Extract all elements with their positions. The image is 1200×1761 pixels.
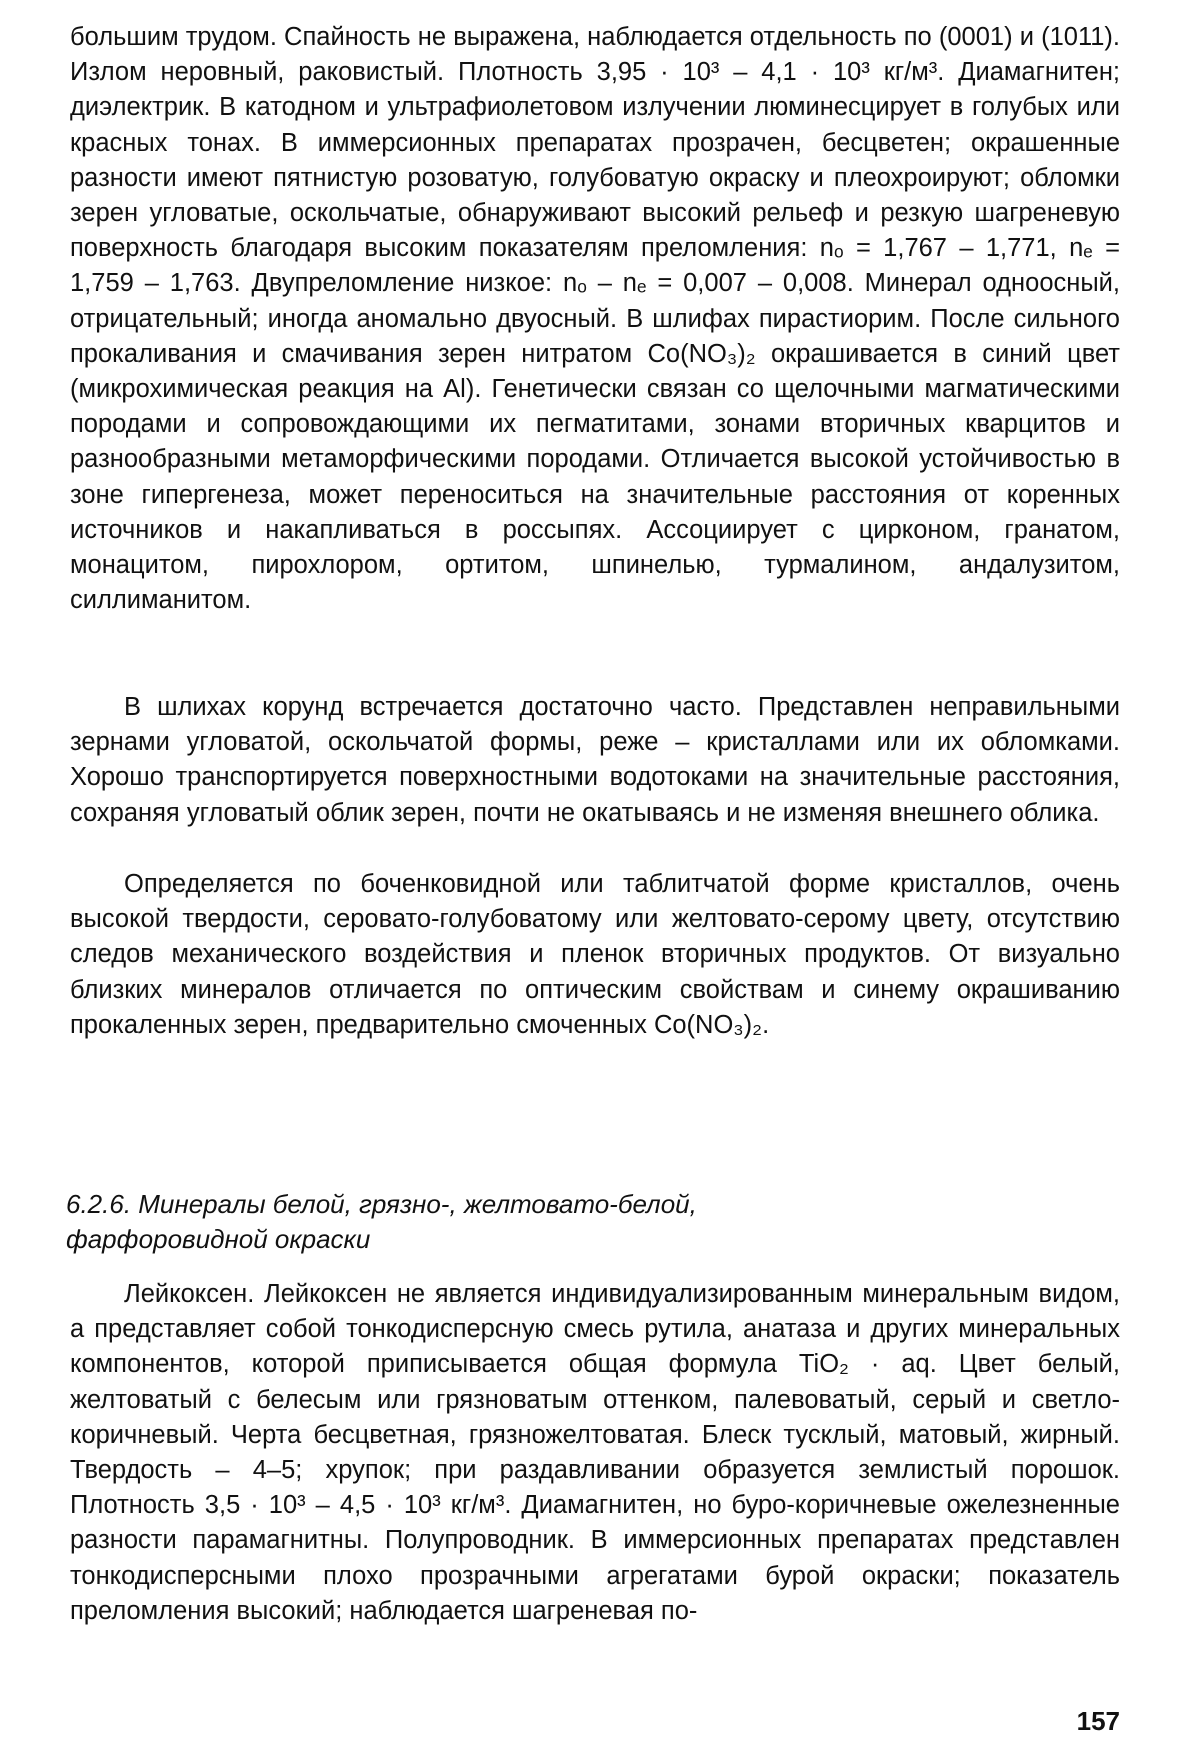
section-heading: [66, 1187, 966, 1257]
body-paragraph: [70, 690, 1120, 831]
section-heading-line: 6.2.6. Минералы белой, грязно-, желтовато-белой,: [66, 1189, 697, 1219]
body-paragraph: [70, 20, 1120, 618]
paragraph-text: Определяется по боченковидной или таблитчатой форме кристаллов, очень высокой твердости, серовато-голубоватому или желтовато-серому цвету, отсутствию следов механического воздействия и пленок вторичных продуктов. От визуально близких минералов отличается по оптическим свойствам и синему окрашиванию прокаленных зерен, предварительно смоченных Co(NO₃)₂.: [70, 870, 1120, 1039]
paragraph-text: большим трудом. Спайность не выражена, наблюдается отдельность по (0001) и (1011). Излом неровный, раковистый. Плотность 3,95 · 10³ – 4,1 · 10³ кг/м³. Диамагнитен; диэлектрик. В катодном и ультрафиолетовом излучении люминесцирует в голубых или красных тонах. В иммерсионных препаратах прозрачен, бесцветен; окрашенные разности имеют пятнистую розоватую, голубоватую окраску и плеохроируют; обломки зерен угловатые, оскольчатые, обнаруживают высокий рельеф и резкую шагреневую поверхность благодаря высоким показателям преломления: nₒ = 1,767 – 1,771, nₑ = 1,759 – 1,763. Двупреломление низкое: nₒ – nₑ = 0,007 – 0,008. Минерал одноосный, отрицательный; иногда аномально двуосный. В шлифах пирастиорим. После сильного прокаливания и смачивания зерен нитратом Co(NO₃)₂ окрашивается в синий цвет (микрохимическая реакция на Al). Генетически связан со щелочными магматическими породами и сопровождающими их пегматитами, зонами вторичных кварцитов и разнообразными метаморфическими породами. Отличается высокой устойчивостью в зоне гипергенеза, может переноситься на значительные расстояния от коренных источников и накапливаться в россыпях. Ассоциирует с цирконом, гранатом, монацитом, пирохлором, ортитом, шпинелью, турмалином, андалузитом, силлиманитом.: [70, 23, 1120, 615]
body-paragraph: [70, 1277, 1120, 1629]
paragraph-text: Лейкоксен. Лейкоксен не является индивидуализированным минеральным видом, а представляет собой тонкодисперсную смесь рутила, анатаза и других минеральных компонентов, которой приписывается общая формула TiO₂ · aq. Цвет белый, желтоватый с белесым или грязноватым оттенком, палевоватый, серый и светло-коричневый. Черта бесцветная, грязножелтоватая. Блеск тусклый, матовый, жирный. Твердость – 4–5; хрупок; при раздавливании образуется землистый порошок. Плотность 3,5 · 10³ – 4,5 · 10³ кг/м³. Диамагнитен, но буро-коричневые ожелезненные разности парамагнитны. Полупроводник. В иммерсионных препаратах представлен тонкодисперсными плохо прозрачными агрегатами бурой окраски; показатель преломления высокий; наблюдается шагреневая по-: [70, 1280, 1120, 1625]
body-paragraph: [70, 867, 1120, 1043]
paragraph-text: В шлихах корунд встречается достаточно часто. Представлен неправильными зернами угловатой, оскольчатой формы, реже – кристаллами или их обломками. Хорошо транспортируется поверхностными водотоками на значительные расстояния, сохраняя угловатый облик зерен, почти не окатываясь и не изменяя внешнего облика.: [70, 693, 1120, 827]
page-number: 157: [1076, 1706, 1120, 1736]
section-heading-line: фарфоровидной окраски: [66, 1224, 371, 1254]
